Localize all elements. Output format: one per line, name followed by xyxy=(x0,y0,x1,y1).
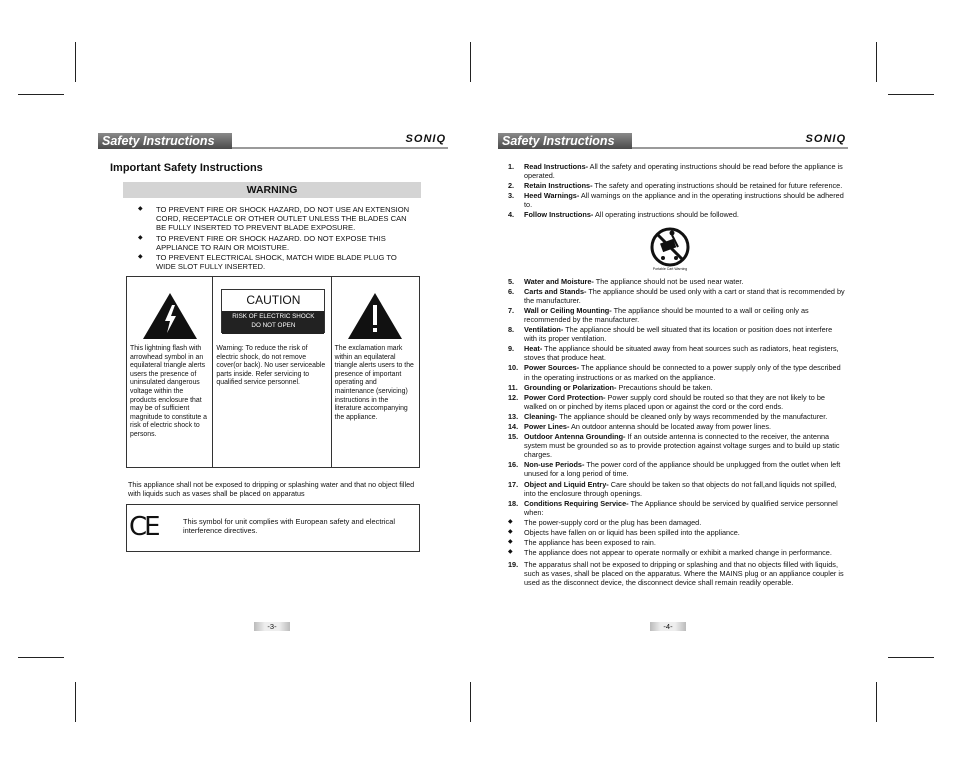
bullet-text: The power-supply cord or the plug has been damaged. xyxy=(524,517,702,527)
item-number: 2. xyxy=(508,181,515,191)
instruction-item xyxy=(506,162,846,180)
item-number: 11. xyxy=(508,382,518,392)
item-label: Outdoor Antenna Grounding- xyxy=(524,432,626,442)
diamond-bullet-icon: ◆ xyxy=(508,539,513,546)
item-label: Water and Moisture- xyxy=(524,276,594,286)
service-conditions-list xyxy=(506,518,846,557)
warning-item: ◆ TO PREVENT FIRE OR SHOCK HAZARD. DO NOT EXPOSE THIS APPLIANCE TO RAIN OR MOISTURE. xyxy=(138,234,418,252)
instruction-item xyxy=(506,383,846,392)
page-3 xyxy=(98,120,448,640)
item-number: 3. xyxy=(508,191,515,201)
instruction-item xyxy=(506,393,846,411)
item-text: The power cord of the appliance should be unplugged from the outlet when left unused for a long period of time. xyxy=(524,460,841,479)
instruction-item xyxy=(506,181,846,190)
crop-mark xyxy=(876,682,877,722)
item-text: The appliance should be well situated that its location or position does not interfere with its proper ventilation. xyxy=(524,325,833,344)
crop-mark xyxy=(75,42,76,82)
item-label: Conditions Requiring Service- xyxy=(524,498,629,508)
item-text: The safety and operating instructions should be retained for future reference. xyxy=(592,181,843,191)
safety-symbols-table xyxy=(126,276,420,468)
item-label: Power Lines- xyxy=(524,421,570,431)
item-label: Grounding or Polarization- xyxy=(524,382,617,392)
item-text: The appliance should be used only with a cart or stand that is recommended by the manufacturer. xyxy=(524,286,845,305)
caution-bar-line: DO NOT OPEN xyxy=(251,321,296,329)
item-label: Ventilation- xyxy=(524,325,564,335)
bullet-item xyxy=(506,538,846,547)
instruction-item xyxy=(506,499,846,517)
item-label: Heat- xyxy=(524,344,543,354)
instruction-item xyxy=(506,287,846,305)
instruction-item xyxy=(506,344,846,362)
section-header xyxy=(98,133,448,149)
item-text: Care should be taken so that objects do not fall,and liquids not spilled, into the enclosure through openings. xyxy=(524,479,837,498)
crop-mark xyxy=(18,657,64,658)
item-number: 18. xyxy=(508,498,519,508)
section-header xyxy=(498,133,848,149)
item-label: Wall or Ceiling Mounting- xyxy=(524,305,612,315)
item-label: Read Instructions- xyxy=(524,162,589,171)
diamond-bullet-icon: ◆ xyxy=(508,518,513,525)
crop-mark xyxy=(888,657,934,658)
ce-description: This symbol for unit complies with European safety and electrical interference directives. xyxy=(183,517,395,536)
section-tab: Safety Instructions xyxy=(498,133,632,149)
crop-mark xyxy=(876,42,877,82)
caution-bar xyxy=(222,311,324,334)
exclamation-column xyxy=(331,277,419,467)
item-text: The appliance should be cleaned only by ways recommended by the manufacturer. xyxy=(557,411,828,421)
bullet-item xyxy=(506,528,846,537)
instruction-item xyxy=(506,210,846,219)
item-number: 6. xyxy=(508,286,515,296)
crop-mark xyxy=(18,94,64,95)
ce-mark-icon: CE xyxy=(129,512,158,542)
crop-mark xyxy=(75,682,76,722)
item-label: Object and Liquid Entry- xyxy=(524,479,609,489)
caution-label xyxy=(221,289,325,333)
cart-caption: Portable Cart Warning xyxy=(652,266,688,271)
item-number: 14. xyxy=(508,421,519,431)
page-4 xyxy=(498,120,848,640)
exclamation-triangle-icon xyxy=(346,291,404,341)
item-number: 15. xyxy=(508,432,519,442)
item-text: The appliance should not be used near water. xyxy=(593,276,744,286)
item-number: 4. xyxy=(508,210,515,220)
crop-mark xyxy=(888,94,934,95)
instruction-item xyxy=(506,560,846,587)
item-text: If an outside antenna is connected to the receiver, the antenna system must be grounded so as to provide protection against voltage surges and to build up static charges. xyxy=(524,432,840,460)
section-tab: Safety Instructions xyxy=(98,133,232,149)
item-label: Carts and Stands- xyxy=(524,286,587,296)
ce-compliance-box xyxy=(126,504,420,552)
bullet-text: The appliance does not appear to operate normally or exhibit a marked change in performance. xyxy=(524,548,832,558)
item-label: Power Cord Protection- xyxy=(524,392,606,402)
bullet-text: The appliance has been exposed to rain. xyxy=(524,538,656,548)
item-label: Heed Warnings- xyxy=(524,191,580,201)
item-number: 13. xyxy=(508,411,519,421)
item-number: 5. xyxy=(508,276,515,286)
instruction-item xyxy=(506,325,846,343)
item-number: 10. xyxy=(508,363,519,373)
diamond-bullet-icon: ◆ xyxy=(508,529,513,535)
item-text: The appliance should be connected to a power supply only of the type described in the operating instructions or as marked on the appliance. xyxy=(524,363,841,382)
item-label: Follow Instructions- xyxy=(524,210,594,220)
warning-heading: WARNING xyxy=(123,182,421,198)
tipping-cart-icon xyxy=(646,225,694,273)
instruction-item xyxy=(506,460,846,478)
item-text: All operating instructions should be followed. xyxy=(593,210,739,220)
item-label: Cleaning- xyxy=(524,411,558,421)
instruction-item xyxy=(506,306,846,324)
item-number: 12. xyxy=(508,392,519,402)
instruction-item xyxy=(506,363,846,381)
item-number: 7. xyxy=(508,305,515,315)
item-number: 1. xyxy=(508,162,515,171)
item-text: All warnings on the appliance and in the operating instructions should be adhered to. xyxy=(524,191,844,210)
diamond-bullet-icon: ◆ xyxy=(508,549,513,556)
warning-item: ◆ TO PREVENT FIRE OR SHOCK HAZARD, DO NOT USE AN EXTENSION CORD, RECEPTACLE OR OTHER OUTLET UNLESS THE BLADES CAN BE FULLY INSERTED TO PREVENT BLADE EXPOSURE. xyxy=(138,205,418,233)
page-number: -4- xyxy=(650,622,686,631)
bullet-item xyxy=(506,518,846,527)
instruction-item xyxy=(506,432,846,459)
item-text: Precautions should be taken. xyxy=(616,382,713,392)
bullet-item xyxy=(506,548,846,557)
brand-logo: SONIQ xyxy=(805,133,846,145)
item-text: The apparatus shall not be exposed to dripping or splashing and that no objects filled with liquids, such as vases, shall be placed on the apparatus. Where the MAINS plug or an appliance coupler is used as the disconnect device, the disconnect device shall remain readily operable. xyxy=(524,560,844,588)
bullet-text: Objects have fallen on or liquid has been spilled into the appliance. xyxy=(524,528,740,537)
item-label: Power Sources- xyxy=(524,363,580,373)
brand-logo: SONIQ xyxy=(405,133,446,145)
item-text: The appliance should be situated away from heat sources such as radiators, heat registers, stoves that produce heat. xyxy=(524,344,839,363)
safety-instructions-list xyxy=(506,162,846,589)
item-text: Power supply cord should be routed so that they are not likely to be walked on or pinched by items placed upon or against the cord or the cord ends. xyxy=(524,392,825,411)
instruction-item xyxy=(506,422,846,431)
page-number: -3- xyxy=(254,622,290,631)
lightning-description: This lightning flash with arrowhead symbol in an equilateral triangle alerts users the presence of uninsulated dangerous voltage within the products enclosure that may be of sufficient magnitude to constitute a risk of electric shock to persons. xyxy=(130,345,207,438)
item-number: 17. xyxy=(508,479,519,489)
lightning-triangle-icon xyxy=(141,291,199,341)
exclamation-description: The exclamation mark within an equilateral triangle alerts users to the presence of important operating and maintenance (servicing) instructions in the literature accompanying the appliance. xyxy=(334,345,414,421)
cart-warning-figure xyxy=(506,221,846,277)
item-number: 9. xyxy=(508,344,515,354)
page-title: Important Safety Instructions xyxy=(110,162,263,174)
caution-title: CAUTION xyxy=(246,293,301,307)
item-label: Non-use Periods- xyxy=(524,460,585,470)
item-label: Retain Instructions- xyxy=(524,181,593,191)
instruction-item xyxy=(506,191,846,209)
item-text: An outdoor antenna should be located away from power lines. xyxy=(569,421,772,431)
caution-description: Warning: To reduce the risk of electric shock, do not remove cover(or back). No user serviceable parts inside. Refer servicing to qualified service personnel. xyxy=(216,345,326,387)
instruction-items-group xyxy=(506,277,846,517)
crop-mark xyxy=(470,682,471,722)
crop-mark xyxy=(470,42,471,82)
drip-warning: This appliance shall not be exposed to dripping or splashing water and that no object filled with liquids such as vases shall be placed on apparatus xyxy=(128,480,415,498)
item-number: 19. xyxy=(508,560,519,570)
instruction-item xyxy=(506,480,846,498)
item-number: 8. xyxy=(508,325,515,335)
item-text: The appliance should be mounted to a wall or ceiling only as recommended by the manufacturer. xyxy=(524,305,809,324)
warning-list xyxy=(138,205,418,272)
caution-bar-line: RISK OF ELECTRIC SHOCK xyxy=(232,313,315,320)
instruction-item xyxy=(506,277,846,286)
warning-item: ◆ TO PREVENT ELECTRICAL SHOCK, MATCH WIDE BLADE PLUG TO WIDE SLOT FULLY INSERTED. xyxy=(138,253,418,271)
item-text: All the safety and operating instructions should be read before the appliance is operated. xyxy=(524,162,843,181)
item-number: 16. xyxy=(508,460,519,470)
caution-column xyxy=(212,277,330,467)
instruction-item xyxy=(506,412,846,421)
item-text: The Appliance should be serviced by qualified service personnel when: xyxy=(524,498,838,517)
lightning-column xyxy=(127,277,212,467)
